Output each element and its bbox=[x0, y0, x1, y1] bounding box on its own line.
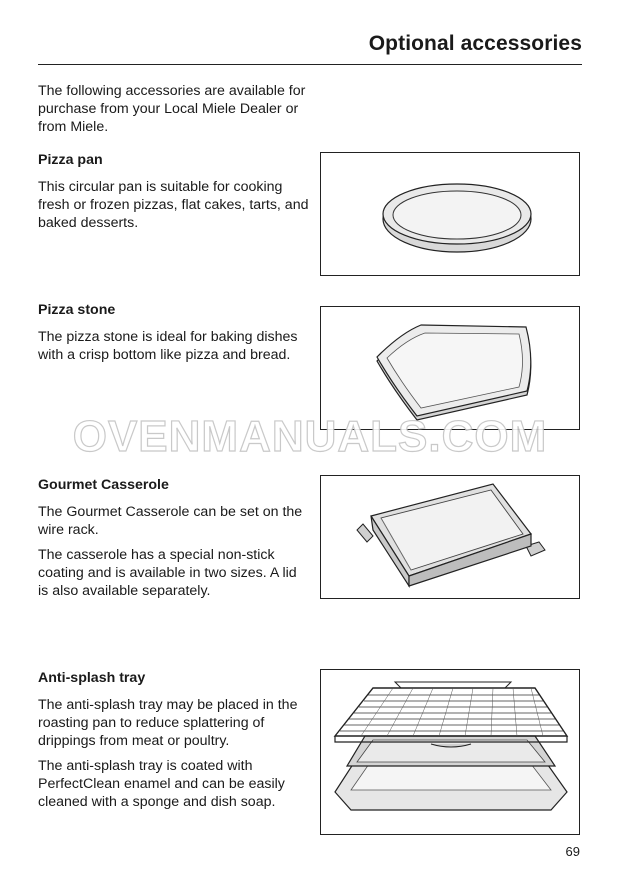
page-number: 69 bbox=[565, 844, 580, 859]
section-text-casserole-1: The Gourmet Casserole can be set on the wire rack. bbox=[38, 504, 303, 538]
section-heading-pizza-stone: Pizza stone bbox=[38, 302, 116, 318]
intro-text: The following accessories are available for purchase from your Local Miele Dealer or from Miele. bbox=[38, 83, 306, 135]
section-text-splash-2: The anti-splash tray is coated with PerfectClean enamel and can be easily cleaned with a sponge and dish soap. bbox=[38, 758, 285, 810]
watermark: OVENMANUALS.COM bbox=[72, 412, 548, 461]
section-text-pizza-stone: The pizza stone is ideal for baking dishes with a crisp bottom like pizza and bread. bbox=[38, 329, 298, 363]
gourmet-casserole-illustration bbox=[320, 475, 580, 599]
header-rule bbox=[38, 64, 582, 65]
section-heading-anti-splash-tray: Anti-splash tray bbox=[38, 670, 146, 686]
section-text-splash-1: The anti-splash tray may be placed in the roasting pan to reduce splattering of drippings from meat or poultry. bbox=[38, 697, 298, 749]
section-text-pizza-pan: This circular pan is suitable for cooking fresh or frozen pizzas, flat cakes, tarts, and baked desserts. bbox=[38, 179, 309, 231]
section-text-casserole-2: The casserole has a special non-stick coating and is available in two sizes. A lid is also available separately. bbox=[38, 547, 297, 599]
section-heading-gourmet-casserole: Gourmet Casserole bbox=[38, 477, 169, 493]
page-title: Optional accessories bbox=[368, 32, 582, 55]
pizza-pan-illustration bbox=[320, 152, 580, 276]
anti-splash-tray-illustration bbox=[320, 669, 580, 835]
section-heading-pizza-pan: Pizza pan bbox=[38, 152, 103, 168]
